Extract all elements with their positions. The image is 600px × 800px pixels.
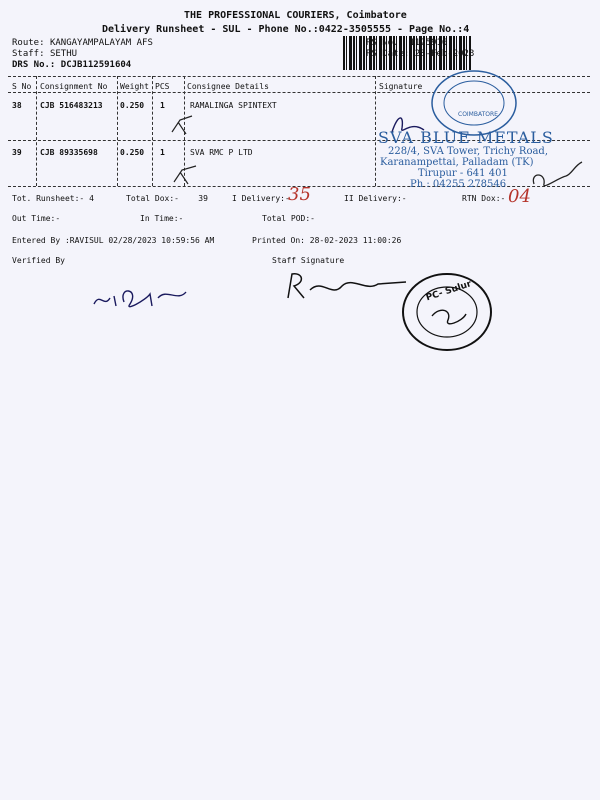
i-delivery-handwritten: 35	[288, 184, 311, 205]
stamp-address-line: Karanampettai, Palladam (TK)	[380, 157, 534, 168]
table-row-consignee: SVA RMC P LTD	[190, 148, 253, 157]
total-pod: Total POD:-	[262, 214, 315, 223]
stamp-company-name: SVA BLUE METALS	[378, 128, 554, 147]
drs-no: DRS No.: DCJB112591604	[12, 60, 132, 70]
entered-by: Entered By :RAVISUL 02/28/2023 10:59:56 AM	[12, 236, 215, 245]
tick-mark	[168, 112, 198, 138]
table-row-consignment: CJB 89335698	[40, 148, 98, 157]
route: Route: KANGAYAMPALAYAM AFS	[12, 38, 153, 48]
table-row-pcs: 1	[160, 148, 165, 157]
table-row-weight: 0.250	[120, 101, 145, 110]
rtn-dox-handwritten: 04	[508, 186, 531, 207]
out-time: Out Time:-	[12, 214, 61, 223]
signature-mark	[528, 158, 586, 194]
staff: Staff: SETHU	[12, 49, 78, 59]
verified-by: Verified By	[12, 256, 65, 265]
table-row-pcs: 1	[160, 101, 165, 110]
rs-date: RS Date: 28-Feb-2023	[366, 49, 475, 59]
table-row-weight: 0.250	[120, 148, 145, 157]
total-dox: Total Dox:- 39	[126, 194, 208, 203]
tick-mark	[170, 160, 200, 188]
stamp-city: Tirupur - 641 401	[418, 168, 508, 179]
col-header-signature: Signature	[379, 82, 423, 91]
ii-delivery: II Delivery:-	[344, 194, 407, 203]
rs-no: RS No.: 1125916	[366, 38, 448, 48]
table-row-consignment: CJB 516483213	[40, 101, 103, 110]
round-seal	[392, 270, 502, 354]
verifier-signature	[90, 278, 190, 314]
runsheet-title: Delivery Runsheet - SUL - Phone No.:0422-3505555 - Page No.:4	[102, 24, 470, 35]
company-title: THE PROFESSIONAL COURIERS, Coimbatore	[184, 10, 407, 21]
stamp-phone: Ph : 04255 278546	[410, 179, 507, 190]
col-header-consignment: Consignment No	[40, 82, 108, 91]
total-runsheet: Tot. Runsheet:- 4	[12, 194, 94, 203]
col-header-sno: S No	[12, 82, 32, 91]
table-row-sno: 39	[12, 148, 22, 157]
col-header-weight: Weight	[120, 82, 149, 91]
round-seal-text: PC- Sulur	[424, 279, 473, 304]
rtn-dox: RTN Dox:-	[462, 194, 506, 203]
staff-signature: Staff Signature	[272, 256, 345, 265]
printed-on: Printed On: 28-02-2023 11:00:26	[252, 236, 402, 245]
stamp-address-line: 228/4, SVA Tower, Trichy Road,	[388, 146, 549, 157]
seal-text: COIMBATORE	[458, 111, 498, 118]
col-header-pcs: PCS	[155, 82, 170, 91]
table-row-sno: 38	[12, 101, 22, 110]
col-header-consignee: Consignee Details	[187, 82, 269, 91]
table-row-consignee: RAMALINGA SPINTEXT	[190, 101, 277, 110]
i-delivery: I Delivery:-	[232, 194, 290, 203]
in-time: In Time:-	[140, 214, 184, 223]
